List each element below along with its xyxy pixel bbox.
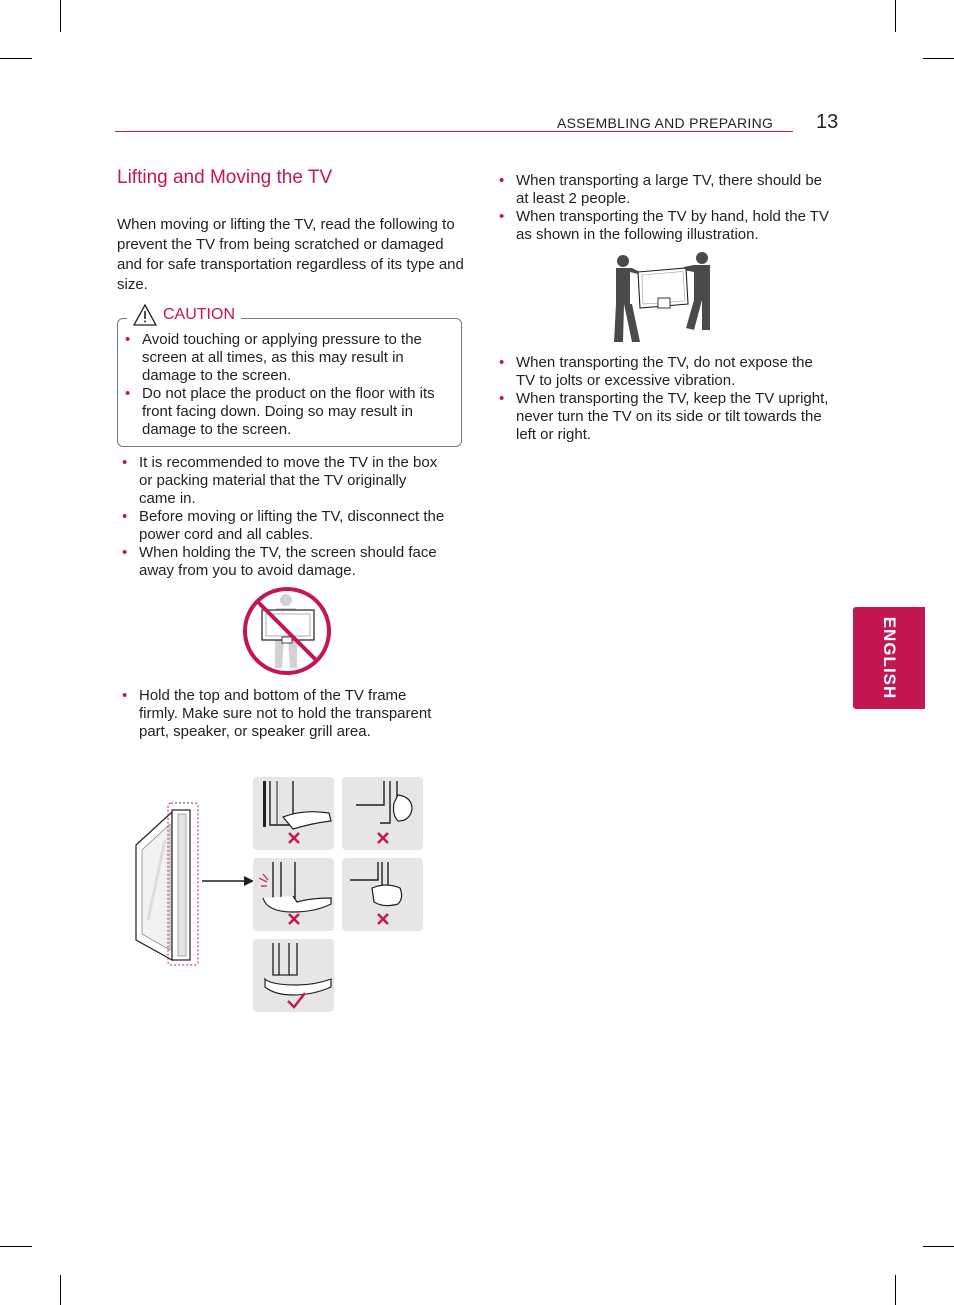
caution-label: CAUTION (163, 306, 235, 323)
moving-tips-list (122, 454, 447, 580)
list-item: • Before moving or lifting the TV, disconnect the power cord and all cables. (122, 508, 447, 544)
caution-heading (127, 304, 241, 326)
list-item: • When transporting the TV by hand, hold the TV as shown in the following illustration. (499, 208, 829, 244)
two-people-carrying-illustration (610, 252, 714, 344)
page-number: 13 (816, 111, 839, 133)
page-title: Lifting and Moving the TV (117, 167, 333, 188)
language-tab-label: ENGLISH (880, 616, 899, 700)
caution-list (125, 331, 450, 439)
crop-mark (0, 58, 32, 59)
list-item: • When holding the TV, the screen should face away from you to avoid damage. (122, 544, 447, 580)
grip-panel-wrong-3 (253, 858, 334, 931)
grip-panel-wrong-4 (342, 858, 423, 931)
grip-panel-correct (253, 939, 334, 1012)
language-tab (853, 607, 925, 709)
holding-tips-list (122, 687, 442, 741)
section-title: ASSEMBLING AND PREPARING (557, 115, 774, 131)
list-item: • Hold the top and bottom of the TV frame firmly. Make sure not to hold the transparent part, speaker, or speaker grill area. (122, 687, 442, 741)
warning-triangle-icon (133, 304, 157, 326)
list-item: • When transporting the TV, keep the TV upright, never turn the TV on its side or tilt towards the left or right. (499, 390, 829, 444)
prohibited-icon (242, 586, 332, 676)
grip-panel-wrong-1 (253, 777, 334, 850)
list-item: • When transporting the TV, do not expose the TV to jolts or excessive vibration. (499, 354, 829, 390)
crop-mark (60, 1275, 61, 1305)
crop-mark (895, 0, 896, 32)
crop-mark (0, 1246, 32, 1247)
crop-mark (895, 1275, 896, 1305)
crop-mark (923, 58, 954, 59)
list-item: • Avoid touching or applying pressure to the screen at all times, as this may result in damage to the screen. (125, 331, 450, 385)
grip-panel-wrong-2 (342, 777, 423, 850)
transport-safety-list (499, 354, 829, 444)
list-item: • It is recommended to move the TV in the box or packing material that the TV originally came in. (122, 454, 447, 508)
transport-tips-list (499, 172, 829, 244)
tv-side-view-illustration (130, 800, 205, 968)
list-item: • Do not place the product on the floor with its front facing down. Doing so may result in damage to the screen. (125, 385, 450, 439)
arrow-right-icon (200, 874, 256, 888)
header-rule (115, 131, 793, 132)
crop-mark (60, 0, 61, 32)
list-item: • When transporting a large TV, there should be at least 2 people. (499, 172, 829, 208)
crop-mark (923, 1246, 954, 1247)
intro-paragraph: When moving or lifting the TV, read the following to prevent the TV from being scratched or damaged and for safe transportation regardless of its type and size. (117, 216, 464, 293)
